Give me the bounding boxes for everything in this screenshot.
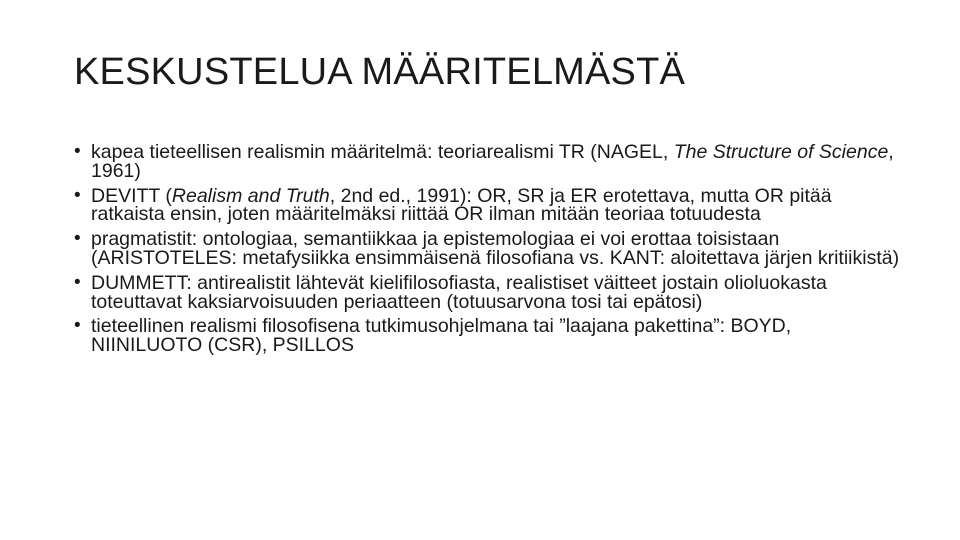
bullet-icon: •	[74, 315, 81, 337]
bullet-item	[74, 184, 904, 226]
bullet-text: pragmatistit: ontologiaa, semantiikkaa ja epistemologiaa ei voi erottaa toisistaan (ARISTOTELES: metafysiikka ensimmäisenä filosofiana vs. KANT: aloitettava järjen kritiikistä)	[91, 228, 900, 269]
bullet-icon: •	[74, 271, 81, 293]
bullet-icon: •	[74, 141, 81, 162]
bullet-text: DUMMETT: antirealistit lähtevät kielifilosofiasta, realistiset väitteet jostain olioluokasta toteuttavat kaksiarvoisuuden periaatteen (totuusarvona tosi tai epätosi)	[91, 271, 827, 313]
bullet-icon: •	[74, 228, 81, 250]
bullet-text: tieteellinen realismi filosofisena tutkimusohjelmana tai ”laajana pakettina”: BOYD, NIINILUOTO (CSR), PSILLOS	[91, 315, 792, 357]
bullet-text: DEVITT (	[91, 184, 172, 207]
bullet-text: kapea tieteellisen realismin määritelmä: teoriarealismi TR (NAGEL,	[91, 141, 674, 163]
bullet-item	[74, 271, 904, 313]
bullet-item	[74, 143, 904, 181]
bullet-item	[74, 230, 904, 268]
bullet-icon: •	[74, 184, 81, 206]
bullet-list	[74, 143, 904, 361]
bullet-item	[74, 317, 904, 355]
bullet-text-italic: Realism and Truth	[171, 184, 330, 207]
slide-title: KESKUSTELUA MÄÄRITELMÄSTÄ	[74, 51, 686, 93]
bullet-text-italic: The Structure of Science	[673, 141, 889, 163]
bullet-text: , 2nd ed., 1991): OR, SR ja ER erotettava, mutta OR pitää ratkaista ensin, joten määritelmäksi riittää OR ilman mitään teoriaa totuudesta	[91, 184, 832, 226]
bullet-text: , 1961)	[91, 141, 894, 182]
